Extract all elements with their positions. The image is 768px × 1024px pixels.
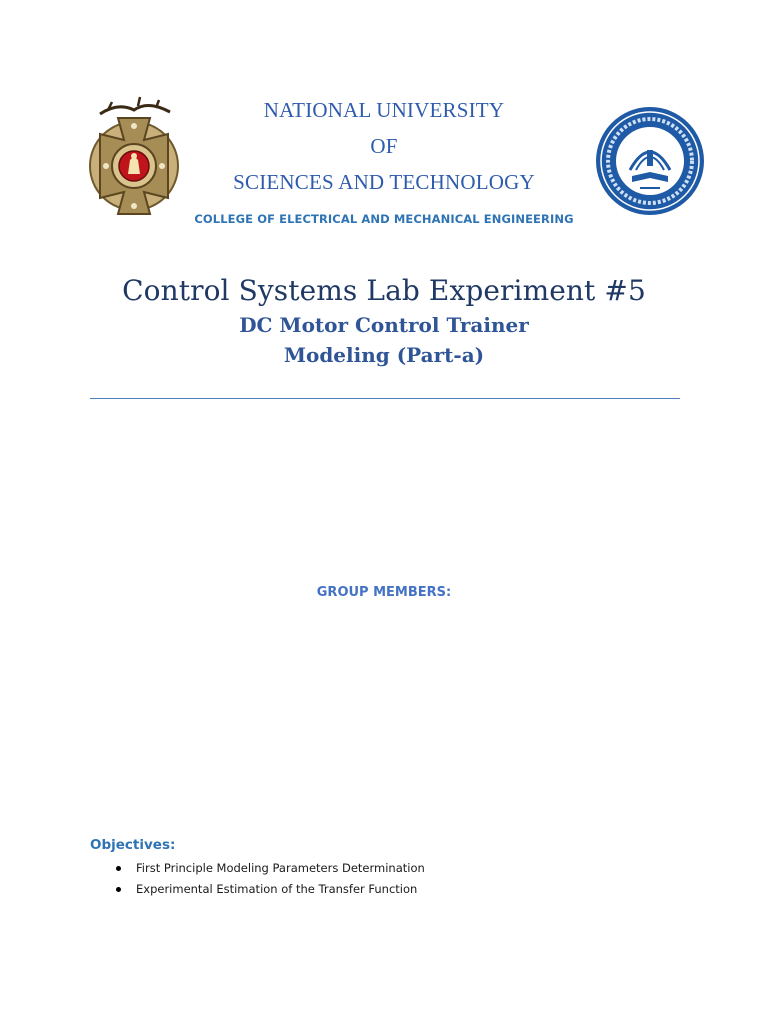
bullet-icon [116, 866, 121, 871]
experiment-title: Control Systems Lab Experiment #5 [122, 274, 646, 307]
university-name-line1: NATIONAL UNIVERSITY [263, 98, 505, 122]
objective-item [112, 879, 425, 900]
university-name-line2: OF [370, 134, 398, 158]
experiment-subtitle-line2: Modeling (Part-a) [283, 343, 485, 367]
university-name-line3: SCIENCES AND TECHNOLOGY [233, 170, 535, 194]
title-divider [90, 398, 680, 399]
objectives-heading: Objectives: [90, 837, 176, 853]
group-members-label: GROUP MEMBERS: [316, 585, 452, 600]
objective-text: First Principle Modeling Parameters Determination [136, 861, 425, 875]
objective-item [112, 858, 425, 879]
bullet-icon [116, 887, 121, 892]
college-name: COLLEGE OF ELECTRICAL AND MECHANICAL ENGINEERING [194, 212, 574, 226]
objectives-list [112, 858, 425, 900]
experiment-subtitle-line1: DC Motor Control Trainer [239, 313, 529, 337]
objective-text: Experimental Estimation of the Transfer Function [136, 882, 418, 896]
